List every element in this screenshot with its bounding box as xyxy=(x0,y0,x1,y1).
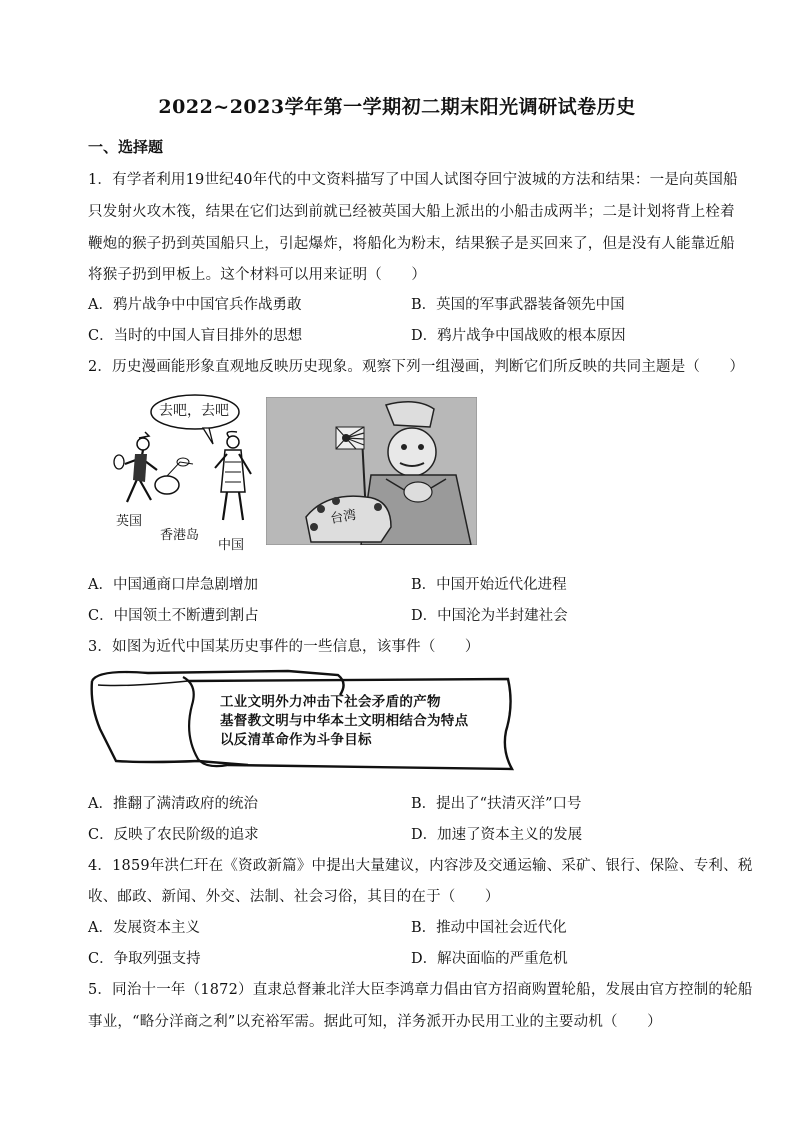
q2-option-c[interactable]: C．中国领土不断遭到割占 xyxy=(88,608,259,624)
scroll-line: 以反清革命作为斗争目标 xyxy=(220,732,372,748)
q4-stem-line: 4．1859年洪仁玕在《资政新篇》中提出大量建议，内容涉及交通运输、采矿、银行、保险、专利、税 xyxy=(88,858,753,874)
q1-stem-line: 只发射火攻木筏，结果在它们达到前就已经被英国大船上派出的小船击成两半；二是计划将背上栓着 xyxy=(88,204,735,220)
q4-option-d[interactable]: D．解决面临的严重危机 xyxy=(411,951,568,967)
section-heading: 一、选择题 xyxy=(88,138,164,156)
label-britain: 英国 xyxy=(116,514,143,529)
q1-stem-line: 鞭炮的猴子扔到英国船只上，引起爆炸，将船化为粉末，结果猴子是买回来了，但是没有人能靠近船 xyxy=(88,236,735,252)
cartoon-taiwan-drawing xyxy=(266,397,477,545)
scroll-text xyxy=(220,693,468,750)
q3-stem-line: 3．如图为近代中国某历史事件的一些信息，该事件（ ） xyxy=(88,639,480,655)
q2-option-b[interactable]: B．中国开始近代化进程 xyxy=(411,577,567,593)
cartoon-taiwan xyxy=(266,397,477,545)
q2-stem-line: 2．历史漫画能形象直观地反映历史现象。观察下列一组漫画，判断它们所反映的共同主题是（ ） xyxy=(88,359,745,375)
q1-option-d[interactable]: D．鸦片战争中国战败的根本原因 xyxy=(411,328,626,344)
q3-option-d[interactable]: D．加速了资本主义的发展 xyxy=(411,827,583,843)
speech-bubble-text: 去吧，去吧 xyxy=(159,403,229,419)
q1-stem-line: 1．有学者利用19世纪40年代的中文资料描写了中国人试图夺回宁波城的方法和结果：一是向英国船 xyxy=(88,172,738,188)
q5-stem-line: 5．同治十一年（1872）直隶总督兼北洋大臣李鸿章力倡由官方招商购置轮船，发展由官方控制的轮船 xyxy=(88,982,753,998)
label-hongkong: 香港岛 xyxy=(160,528,200,543)
scroll-line: 工业文明外力冲击下社会矛盾的产物 xyxy=(220,694,441,710)
q1-option-a[interactable]: A．鸦片战争中中国官兵作战勇敢 xyxy=(88,297,302,313)
scroll-line: 基督教文明与中华本土文明相结合为特点 xyxy=(220,713,469,729)
q1-stem-line: 将猴子扔到甲板上。这个材料可以用来证明（ ） xyxy=(88,267,427,283)
q3-option-b[interactable]: B．提出了“扶清灭洋”口号 xyxy=(411,796,582,812)
q2-option-d[interactable]: D．中国沦为半封建社会 xyxy=(411,608,568,624)
label-china: 中国 xyxy=(218,538,245,553)
q4-option-a[interactable]: A．发展资本主义 xyxy=(88,920,200,936)
q1-option-c[interactable]: C．当时的中国人盲目排外的思想 xyxy=(88,328,303,344)
exam-title: 2022~2023学年第一学期初二期末阳光调研试卷历史 xyxy=(158,96,636,118)
q5-stem-line: 事业，“略分洋商之利”以充裕军需。据此可知，洋务派开办民用工业的主要动机（ ） xyxy=(88,1014,662,1030)
q4-option-c[interactable]: C．争取列强支持 xyxy=(88,951,201,967)
q4-stem-line: 收、邮政、新闻、外交、法制、社会习俗，其目的在于（ ） xyxy=(88,889,500,905)
q4-option-b[interactable]: B．推动中国社会近代化 xyxy=(411,920,567,936)
q1-option-b[interactable]: B．英国的军事武器装备领先中国 xyxy=(411,297,625,313)
q3-option-c[interactable]: C．反映了农民阶级的追求 xyxy=(88,827,259,843)
q2-option-a[interactable]: A．中国通商口岸急剧增加 xyxy=(88,577,258,593)
q3-option-a[interactable]: A．推翻了满清政府的统治 xyxy=(88,796,258,812)
label-taiwan: 台湾 xyxy=(329,507,358,528)
